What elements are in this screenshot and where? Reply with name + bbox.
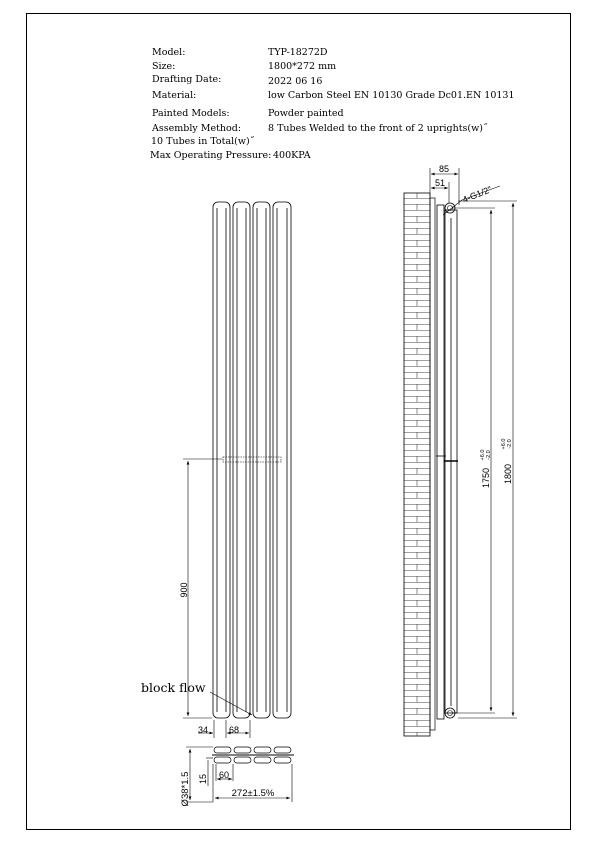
dim-85-label: 85: [438, 164, 450, 174]
spec-label-pressure: Max Operating Pressure:: [150, 150, 272, 161]
radiator-tubes: [213, 202, 291, 718]
dim-900-label: 900: [179, 582, 189, 598]
dim-1800-tol-down: -2.0: [507, 439, 513, 449]
dim-15-label: 15: [198, 773, 208, 785]
spec-label-size: Size:: [152, 61, 176, 72]
center-divider: [223, 457, 281, 462]
dim-51-label: 51: [434, 178, 446, 188]
spec-value-assembly: 8 Tubes Welded to the front of 2 uprights(w)˝: [268, 123, 488, 134]
block-flow-label: block flow: [141, 680, 206, 695]
side-view: [404, 164, 517, 736]
radiator-profile: [436, 205, 458, 719]
tube-2: [233, 202, 250, 718]
dim-1750-tol-down: -2.0: [486, 450, 492, 460]
front-view: [141, 202, 291, 738]
spec-label-material: Material:: [152, 90, 197, 101]
tube-4: [273, 202, 291, 718]
brick-wall: [404, 193, 430, 736]
width-label: 272±1.5%: [231, 788, 275, 799]
spec-value-model: TYP-18272D: [268, 47, 328, 58]
diameter-label: Ø38*1.5: [180, 771, 191, 807]
dim-1750-label: 1750: [481, 467, 491, 489]
spec-label-date: Drafting Date:: [152, 74, 222, 85]
spec-extra-tubes: 10 Tubes in Total(w)˝: [151, 136, 255, 147]
tube-sections: [212, 747, 294, 763]
thread-size-label: 4-G1/2": [461, 184, 494, 205]
dim-68-label: 68: [228, 725, 240, 735]
dim-34-label: 34: [197, 725, 209, 735]
tube-3: [253, 202, 270, 718]
dim-1800-tol-up: +6.0: [501, 438, 507, 450]
dim-1800-label: 1800: [503, 463, 513, 485]
spec-label-model: Model:: [152, 47, 186, 58]
spec-value-material: low Carbon Steel EN 10130 Grade Dc01.EN 10131: [268, 90, 515, 101]
tube-1: [213, 202, 230, 718]
spec-value-size: 1800*272 mm: [268, 61, 337, 72]
wall-bracket: [430, 198, 435, 730]
spec-value-painted: Powder painted: [268, 108, 344, 119]
spec-label-painted: Painted Models:: [152, 108, 230, 119]
dim-1750-tol-up: +6.0: [480, 449, 486, 461]
spec-label-assembly: Assembly Method:: [152, 123, 242, 134]
spec-value-date: 2022 06 16: [268, 76, 323, 87]
spec-value-pressure: 400KPA: [273, 150, 311, 161]
top-view: [180, 747, 294, 806]
dim-60-label: 60: [218, 770, 230, 780]
